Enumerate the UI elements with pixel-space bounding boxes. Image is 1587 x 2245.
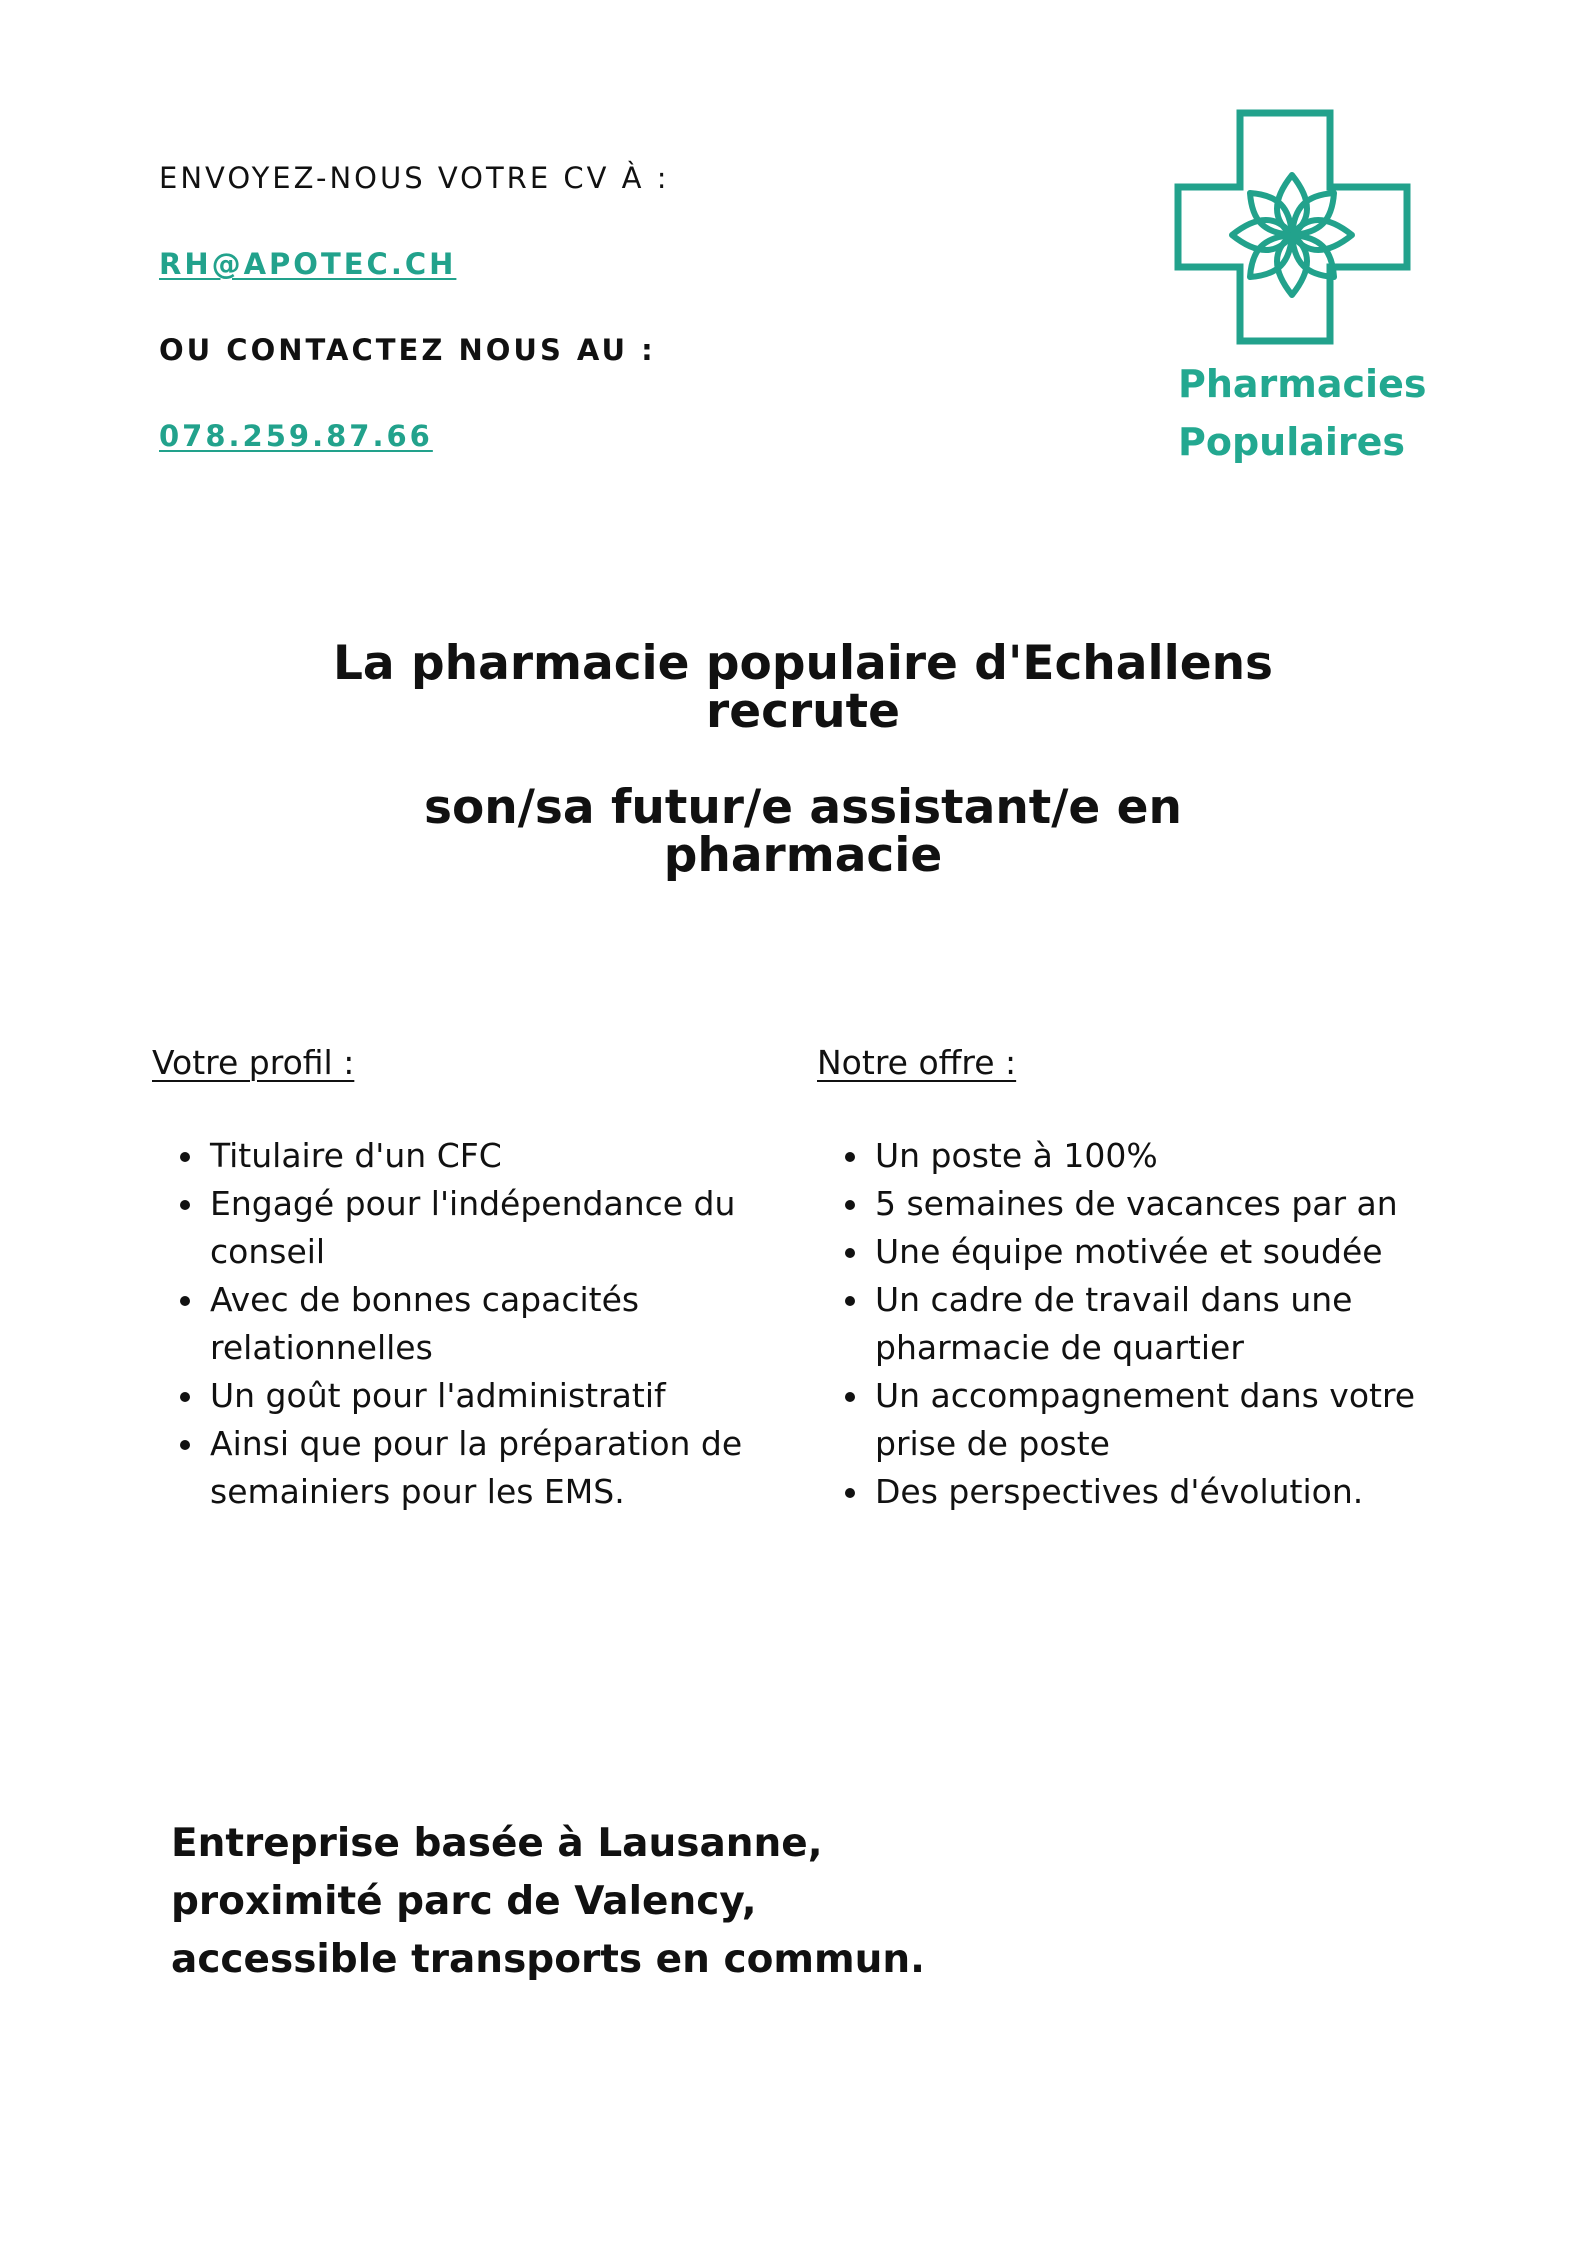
contact-block bbox=[159, 158, 919, 502]
headline-line-1: La pharmacie populaire d'Echallens bbox=[332, 636, 1274, 691]
profile-title: Votre profil : bbox=[152, 1043, 355, 1082]
list-item: Ainsi que pour la préparation de semainiers pour les EMS. bbox=[210, 1420, 812, 1516]
logo-wordmark bbox=[1178, 355, 1438, 471]
logo-line-1: Pharmacies bbox=[1178, 362, 1427, 406]
list-item: Une équipe motivée et soudée bbox=[875, 1228, 1477, 1276]
list-item: Un cadre de travail dans une pharmacie de quartier bbox=[875, 1276, 1477, 1372]
pharmacies-populaires-logo bbox=[1160, 95, 1427, 475]
profile-list bbox=[152, 1132, 812, 1516]
headline-line-2: recrute bbox=[706, 684, 900, 739]
profile-column bbox=[152, 1040, 812, 1516]
offer-column bbox=[817, 1040, 1477, 1516]
list-item: Titulaire d'un CFC bbox=[210, 1132, 812, 1180]
list-item: Un goût pour l'administratif bbox=[210, 1372, 812, 1420]
logo-line-2: Populaires bbox=[1178, 420, 1406, 464]
footer-line-3: accessible transports en commun. bbox=[171, 1937, 925, 1982]
email-link[interactable]: RH@APOTEC.CH bbox=[159, 247, 457, 281]
list-item: Un accompagnement dans votre prise de poste bbox=[875, 1372, 1477, 1468]
list-item: Des perspectives d'évolution. bbox=[875, 1468, 1477, 1516]
offer-title: Notre offre : bbox=[817, 1043, 1017, 1082]
phone-label: OU CONTACTEZ NOUS AU : bbox=[159, 333, 656, 367]
list-item: 5 semaines de vacances par an bbox=[875, 1180, 1477, 1228]
list-item: Engagé pour l'indépendance du conseil bbox=[210, 1180, 812, 1276]
cv-label: ENVOYEZ-NOUS VOTRE CV À : bbox=[159, 161, 670, 195]
list-item: Avec de bonnes capacités relationnelles bbox=[210, 1276, 812, 1372]
cross-flower-icon bbox=[1160, 95, 1420, 355]
headline bbox=[200, 636, 1406, 883]
headline-line-3: son/sa futur/e assistant/e en bbox=[424, 780, 1182, 835]
list-item: Un poste à 100% bbox=[875, 1132, 1477, 1180]
footer-line-1: Entreprise basée à Lausanne, bbox=[171, 1821, 823, 1866]
phone-link[interactable]: 078.259.87.66 bbox=[159, 419, 433, 453]
details-columns bbox=[152, 1040, 1492, 1560]
company-location-note bbox=[171, 1815, 1071, 1989]
offer-list bbox=[817, 1132, 1477, 1516]
headline-line-4: pharmacie bbox=[663, 828, 943, 883]
footer-line-2: proximité parc de Valency, bbox=[171, 1879, 757, 1924]
